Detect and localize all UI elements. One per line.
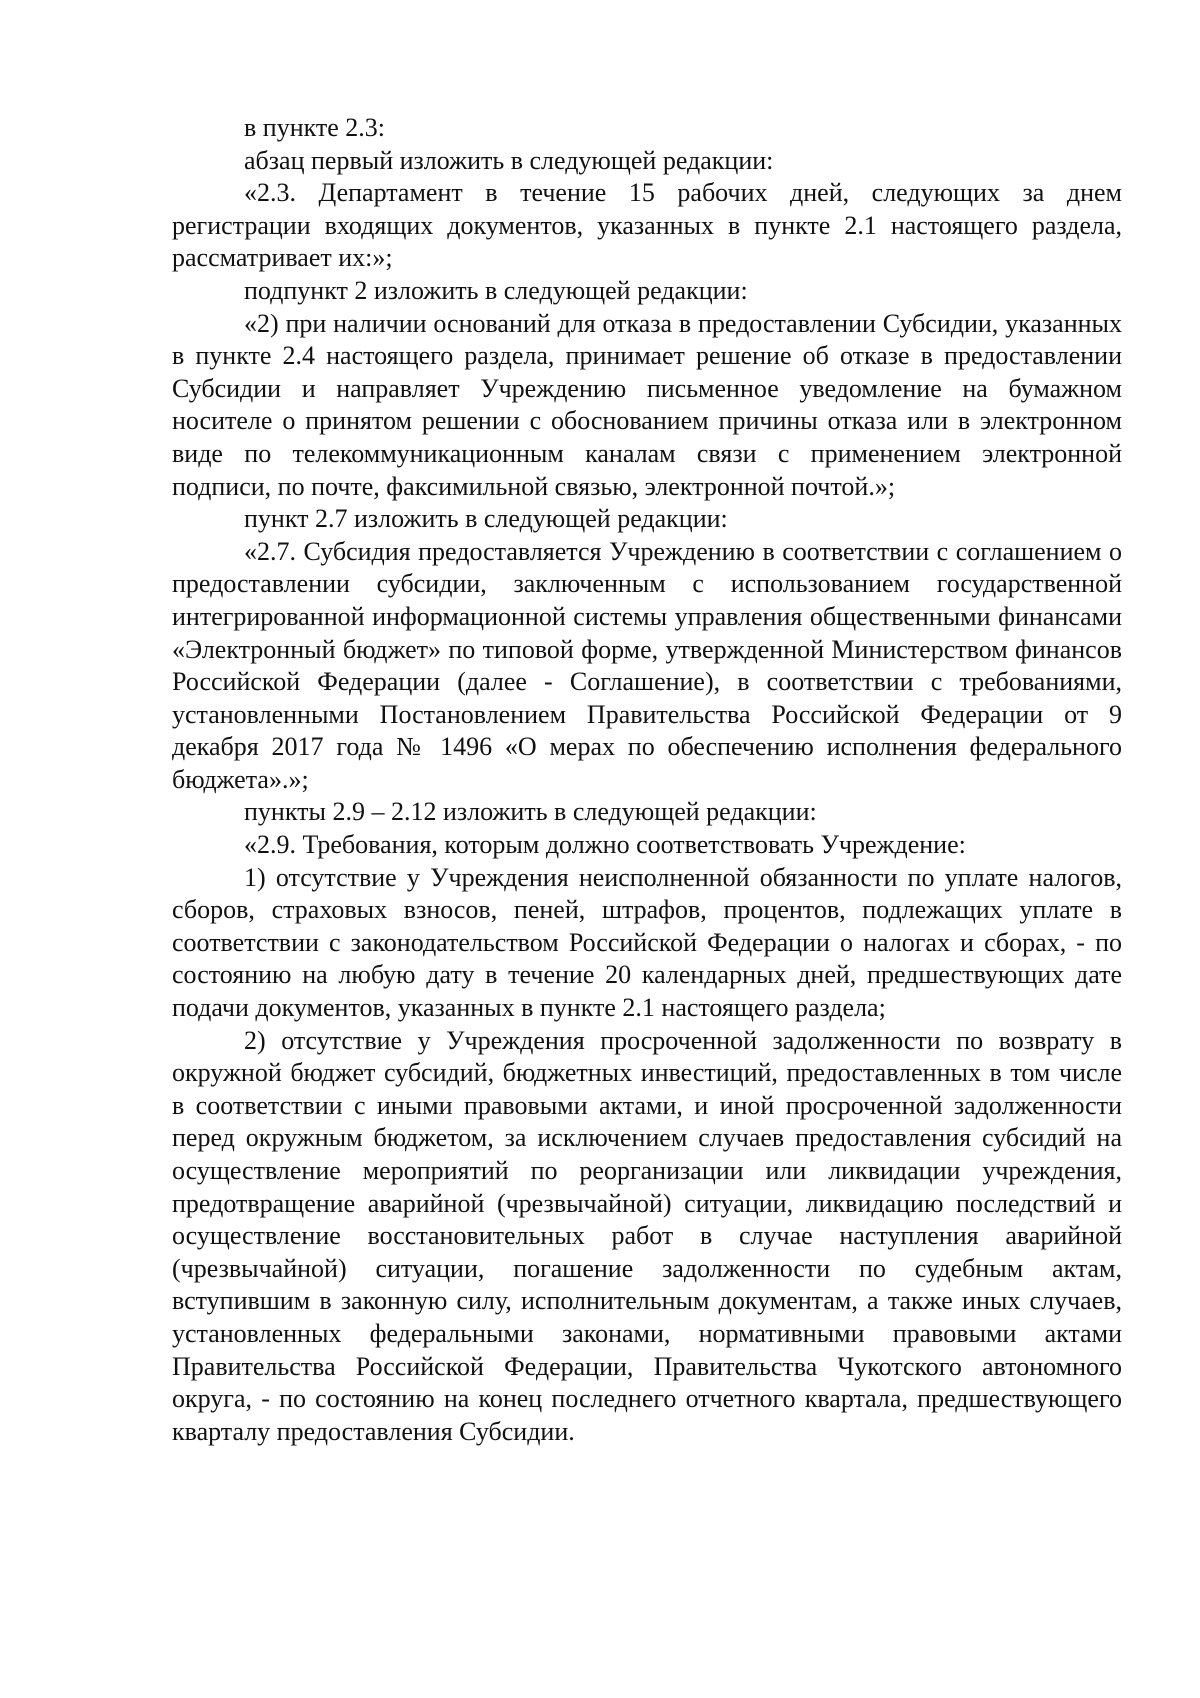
paragraph-subitem-2-instruction: подпункт 2 изложить в следующей редакции: — [244, 275, 748, 305]
paragraph-item-2-7-instruction: пункт 2.7 изложить в следующей редакции: — [244, 504, 728, 534]
paragraph-first-para-instruction: абзац первый изложить в следующей редакции: — [244, 145, 774, 175]
paragraph-requirement-2: 2) отсутствие у Учреждения просроченной задолженности по возврату в окружной бюджет субсидий, бюджетных инвестиций, предоставленных в том числе в соответствии с иными правовыми актами, и иной просроченной задолженности перед окружным бюджетом, за исключением случаев предоставления субсидий на осуществление мероприятий по реорганизации или ликвидации учреждения, предотвращение аварийной (чрезвычайной) ситуации, ликвидацию последствий и осуществление восстановительных работ в случае наступления аварийной (чрезвычайной) ситуации, погашение задолженности по судебным актам, вступившим в законную силу, исполнительным документам, а также иных случаев, установленных федеральными законами, нормативными правовыми актами Правительства Российской Федерации, Правительства Чукотского автономного округа, - по состоянию на конец последнего отчетного квартала, предшествующего кварталу предоставления Субсидии. — [172, 1025, 1122, 1446]
paragraph-item-2-3-text: «2.3. Департамент в течение 15 рабочих дней, следующих за днем регистрации входящих документов, указанных в пункте 2.1 настоящего раздела, рассматривает их:»; — [172, 178, 1122, 273]
paragraph-item-2-9-text: «2.9. Требования, которым должно соответствовать Учреждение: — [244, 830, 966, 860]
paragraph-item-2-7-text: «2.7. Субсидия предоставляется Учреждению в соответствии с соглашением о предоставлении субсидии, заключенным с использованием государственной интегрированной информационной системы управления общественными финансами «Электронный бюджет» по типовой форме, утвержденной Министерством финансов Российской Федерации (далее - Соглашение), в соответствии с требованиями, установленными Постановлением Правительства Российской Федерации от 9 декабря 2017 года № 1496 «О мерах по обеспечению исполнения федерального бюджета».»; — [172, 536, 1122, 794]
paragraph-subitem-2-text: «2) при наличии оснований для отказа в предоставлении Субсидии, указанных в пункте 2.4 настоящего раздела, принимает решение об отказе в предоставлении Субсидии и направляет Учреждению письменное уведомление на бумажном носителе о принятом решении с обоснованием причины отказа или в электронном виде по телекоммуникационным каналам связи с применением электронной подписи, по почте, факсимильной связью, электронной почтой.»; — [172, 308, 1122, 501]
paragraph-requirement-1: 1) отсутствие у Учреждения неисполненной обязанности по уплате налогов, сборов, страховых взносов, пеней, штрафов, процентов, подлежащих уплате в соответствии с законодательством Российской Федерации о налогах и сборах, - по состоянию на любую дату в течение 20 календарных дней, предшествующих дате подачи документов, указанных в пункте 2.1 настоящего раздела; — [172, 862, 1122, 1023]
paragraph-item-2-3-intro: в пункте 2.3: — [244, 113, 386, 142]
paragraph-items-2-9-2-12-instruction: пункты 2.9 – 2.12 изложить в следующей редакции: — [244, 797, 817, 827]
document-page — [172, 112, 1122, 1448]
